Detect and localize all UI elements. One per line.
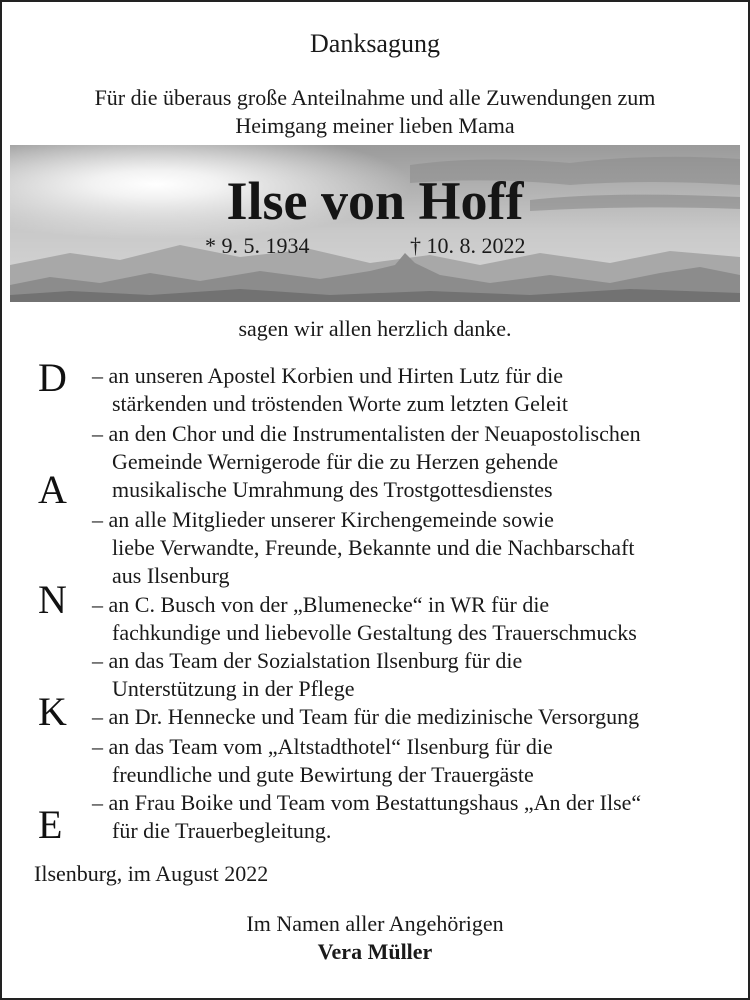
item-line: – an das Team vom „Altstadthotel“ Ilsenburg für die: [92, 734, 553, 759]
list-item: [92, 647, 522, 703]
item-line: – an Frau Boike und Team vom Bestattungshaus „An der Ilse“: [92, 790, 642, 815]
acrostic-letter: N: [38, 577, 67, 622]
intro-line-2: Heimgang meiner lieben Mama: [235, 113, 515, 138]
item-line: – an unseren Apostel Korbien und Hirten Lutz für die: [92, 363, 564, 388]
acrostic-letter: A: [38, 467, 67, 512]
birth-date: * 9. 5. 1934: [205, 233, 310, 258]
death-date: † 10. 8. 2022: [410, 233, 526, 258]
list-item: [92, 591, 637, 647]
deceased-name: Ilse von Hoff: [226, 171, 524, 231]
item-line: – an C. Busch von der „Blumenecke“ in WR für die: [92, 592, 550, 617]
item-line: – an Dr. Hennecke und Team für die medizinische Versorgung: [92, 704, 640, 729]
heading: Danksagung: [310, 29, 440, 58]
list-item: [92, 362, 568, 418]
item-line: stärkenden und tröstenden Worte zum letzten Geleit: [112, 391, 569, 416]
acrostic-letter: E: [38, 802, 63, 847]
item-line: für die Trauerbegleitung.: [112, 818, 332, 843]
thanks-line: sagen wir allen herzlich danke.: [238, 316, 512, 341]
item-line: liebe Verwandte, Freunde, Bekannte und die Nachbarschaft: [112, 535, 635, 560]
item-line: Unterstützung in der Pflege: [112, 676, 355, 701]
item-line: – an den Chor und die Instrumentalisten der Neuapostolischen: [92, 421, 641, 446]
intro-text: [0, 84, 750, 140]
list-item: [92, 506, 635, 590]
list-item: [92, 703, 639, 731]
signatory-name: Vera Müller: [317, 939, 433, 964]
item-line: freundliche und gute Bewirtung der Trauergäste: [112, 762, 534, 787]
place-and-date: Ilsenburg, im August 2022: [34, 861, 269, 886]
acrostic-letter: K: [38, 689, 67, 734]
list-item: [92, 420, 641, 504]
item-line: – an das Team der Sozialstation Ilsenburg für die: [92, 648, 523, 673]
item-line: aus Ilsenburg: [112, 563, 230, 588]
item-line: musikalische Umrahmung des Trostgottesdienstes: [112, 477, 553, 502]
on-behalf-line: Im Namen aller Angehörigen: [246, 911, 504, 936]
list-item: [92, 733, 553, 789]
item-line: fachkundige und liebevolle Gestaltung des Trauerschmucks: [112, 620, 637, 645]
intro-line-1: Für die überaus große Anteilnahme und alle Zuwendungen zum: [94, 85, 656, 110]
item-line: Gemeinde Wernigerode für die zu Herzen gehende: [112, 449, 559, 474]
acrostic-letter: D: [38, 355, 67, 400]
list-item: [92, 789, 641, 845]
item-line: – an alle Mitglieder unserer Kirchengemeinde sowie: [92, 507, 554, 532]
